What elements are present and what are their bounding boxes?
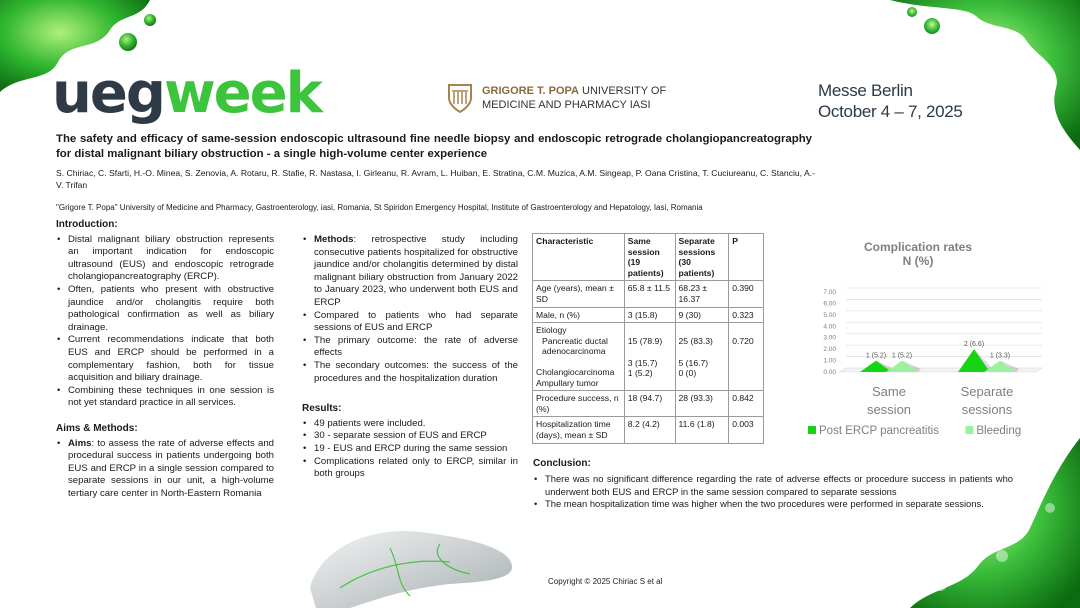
list-item — [56, 438, 274, 501]
etiology-pdac: Pancreatic ductal adenocarcinoma — [542, 335, 608, 357]
list-item — [302, 234, 518, 310]
methods-text: : retrospective study including consecutive patients hospitalized for obstructive jaundice and/or cholangitis determined by distal malignant biliary obstruction from January 2022 to January 2023, who underwent both EUS and ERCP — [314, 234, 518, 308]
methods-label: Methods — [314, 234, 354, 245]
chart-title: Complication rates — [863, 240, 973, 254]
data-label: 1 (5.2) — [865, 352, 887, 360]
methods-section — [302, 234, 518, 481]
table-row — [533, 323, 764, 391]
data-label: 1 (3.3) — [989, 352, 1011, 360]
university-line2: MEDICINE AND PHARMACY IASI — [482, 99, 651, 111]
table-cell: 65.8 ± 11.5 — [624, 281, 675, 307]
aims-heading: Aims & Methods: — [56, 422, 138, 434]
table-cell: 11.6 (1.8) — [675, 417, 729, 443]
venue-dates: October 4 – 7, 2025 — [818, 102, 963, 121]
table-row — [533, 417, 764, 443]
list-item: • There was no significant difference regarding the rate of adverse effects or procedure success in patients who underwent both EUS and ERCP in the same session compared to separate sessions — [533, 473, 1013, 499]
table-cell: 28 (93.3) — [675, 391, 729, 417]
chart-bar-0 — [958, 349, 990, 372]
table-cell: Hospitalization time (days), mean ± SD — [533, 417, 625, 443]
table-row — [533, 307, 764, 323]
legend-swatch — [965, 426, 973, 434]
list-item: • The mean hospitalization time was higher when the two procedures were performed in separate sessions. — [533, 498, 1013, 511]
table-cell: 0.390 — [729, 281, 764, 307]
table-cell — [729, 323, 764, 391]
x-category-label: Same — [872, 384, 906, 399]
legend-swatch — [808, 426, 816, 434]
list-item: • The secondary outcomes: the success of the procedures and the hospitalization duration — [302, 360, 518, 385]
y-tick-label: 0.00 — [823, 369, 836, 376]
results-heading: Results: — [302, 403, 342, 415]
chart-subtitle: N (%) — [902, 254, 934, 268]
etiology-same-chol: 3 (15.7) — [627, 357, 658, 368]
x-category-label: Separate — [960, 384, 1014, 399]
y-tick-label: 1.00 — [823, 357, 836, 365]
conclusion-section — [533, 458, 1013, 511]
etiology-same-amp: 1 (5.2) — [627, 368, 653, 379]
ueg-week-logo: uegweek — [52, 61, 321, 126]
decor-top-right — [860, 0, 1080, 150]
table-cell: 9 (30) — [675, 307, 729, 323]
etiology-p: 0.720 — [732, 336, 754, 347]
university-name-bold: GRIGORE T. POPA — [482, 85, 579, 97]
complication-rates-chart — [790, 236, 1050, 446]
university-crest-icon — [446, 82, 474, 114]
list-item: • Current recommendations indicate that both EUS and ERCP should be performed in a complementary fashion, both for tissue acquisition and biliary drainage. — [56, 334, 274, 384]
legend-entry: Bleeding — [976, 425, 1022, 437]
university-logo — [446, 82, 666, 114]
y-tick-label: 6.00 — [823, 300, 836, 308]
conclusion-heading: Conclusion: — [533, 458, 591, 469]
table-cell — [624, 323, 675, 391]
aims-label: Aims — [68, 437, 92, 449]
table-cell: Male, n (%) — [533, 307, 625, 323]
list-item: • Compared to patients who had separate sessions of EUS and ERCP — [302, 310, 518, 335]
list-item: • 49 patients were included. — [302, 418, 518, 431]
etiology-same-pdac: 15 (78.9) — [627, 336, 663, 347]
list-item: • 30 - separate session of EUS and ERCP — [302, 430, 518, 443]
introduction-heading: Introduction: — [56, 219, 118, 230]
x-category-label: session — [866, 402, 912, 417]
etiology-other: Cholangiocarcinoma Ampullary tumor — [536, 366, 615, 388]
y-tick-label: 4.00 — [823, 323, 836, 331]
data-label: 2 (6.6) — [963, 341, 985, 349]
table-cell: 0.323 — [729, 307, 764, 323]
list-item: • Complications related only to ERCP, similar in both groups — [302, 456, 518, 481]
poster-title: The safety and efficacy of same-session endoscopic ultrasound fine needle biopsy and endoscopic retrograde cholangiopancreatography for distal malignant biliary obstruction - a single high-volume center experience — [56, 133, 812, 160]
venue-place: Messe Berlin — [818, 81, 913, 100]
x-category-label: sessions — [961, 402, 1013, 417]
etiology-label: Etiology — [536, 325, 567, 336]
y-tick-label: 3.00 — [823, 334, 836, 342]
etiology-sep-chol: 5 (16.7) — [678, 357, 709, 368]
table-cell: 18 (94.7) — [624, 391, 675, 417]
list-item: • Distal malignant biliary obstruction represents an important indication for endoscopic ultrasound (EUS) and endoscopic retrograde cholangiopancreatography (ERCP). — [56, 234, 274, 284]
table-header-cell: Separate sessions (30 patients) — [675, 234, 729, 281]
patient-characteristics-table — [532, 233, 764, 444]
etiology-sep-pdac: 25 (83.3) — [678, 336, 713, 347]
aims-text: : to assess the rate of adverse effects and procedural success in patients undergoing both EUS and ERCP in a single session compared to separate sessions in our unit, a high-volume tertiary care center in North-Eastern Romania — [68, 437, 274, 499]
liver-illustration-icon — [300, 518, 520, 608]
authors: S. Chiriac, C. Sfarti, H.-O. Minea, S. Zenovia, A. Rotaru, R. Stafie, R. Nastasa, I. Girleanu, R. Avram, L. Huiban, E. Stratina, C.M. Muzica, A.M. Singeap, P. Oana Cristina, T. Cuciureanu, C. Stanciu, A.-V. Trifan — [56, 168, 815, 190]
legend-entry: Post ERCP pancreatitis — [819, 425, 939, 437]
copyright: Copyright © 2025 Chiriac S et al — [548, 577, 663, 586]
list-item: • 19 - EUS and ERCP during the same session — [302, 443, 518, 456]
table-cell: Procedure success, n (%) — [533, 391, 625, 417]
table-cell — [675, 323, 729, 391]
table-header-row — [533, 234, 764, 281]
venue — [818, 80, 963, 122]
table-cell: 8.2 (4.2) — [624, 417, 675, 443]
y-tick-label: 7.00 — [823, 289, 836, 296]
y-tick-label: 5.00 — [823, 311, 836, 319]
table-cell: 0.842 — [729, 391, 764, 417]
table-cell: 3 (15.8) — [624, 307, 675, 323]
list-item: • Often, patients who present with obstructive jaundice and/or cholangitis require both pathological confirmation as well as biliary drainage. — [56, 284, 274, 334]
table-cell: Age (years), mean ± SD — [533, 281, 625, 307]
table-header-cell: P — [729, 234, 764, 281]
table-cell: 68.23 ± 16.37 — [675, 281, 729, 307]
etiology-sep-amp: 0 (0) — [678, 368, 697, 379]
y-tick-label: 2.00 — [823, 346, 836, 354]
table-header-cell: Same session (19 patients) — [624, 234, 675, 281]
data-label: 1 (5.2) — [891, 352, 913, 360]
introduction-section — [56, 219, 274, 500]
table-cell: 0.003 — [729, 417, 764, 443]
list-item: • The primary outcome: the rate of adverse effects — [302, 335, 518, 360]
table-header-cell: Characteristic — [533, 234, 625, 281]
university-name-rest: UNIVERSITY OF — [578, 85, 667, 97]
table-row — [533, 391, 764, 417]
affiliation: "Grigore T. Popa" University of Medicine and Pharmacy, Gastroenterology, iasi, Romania, St Spiridon Emergency Hospital, Institute of Gastroenterology and Hepatology, Iasi, Romania — [56, 203, 703, 212]
table-row — [533, 281, 764, 307]
table-cell — [533, 323, 625, 391]
list-item: • Combining these techniques in one session is not yet standard practice in all services. — [56, 385, 274, 410]
